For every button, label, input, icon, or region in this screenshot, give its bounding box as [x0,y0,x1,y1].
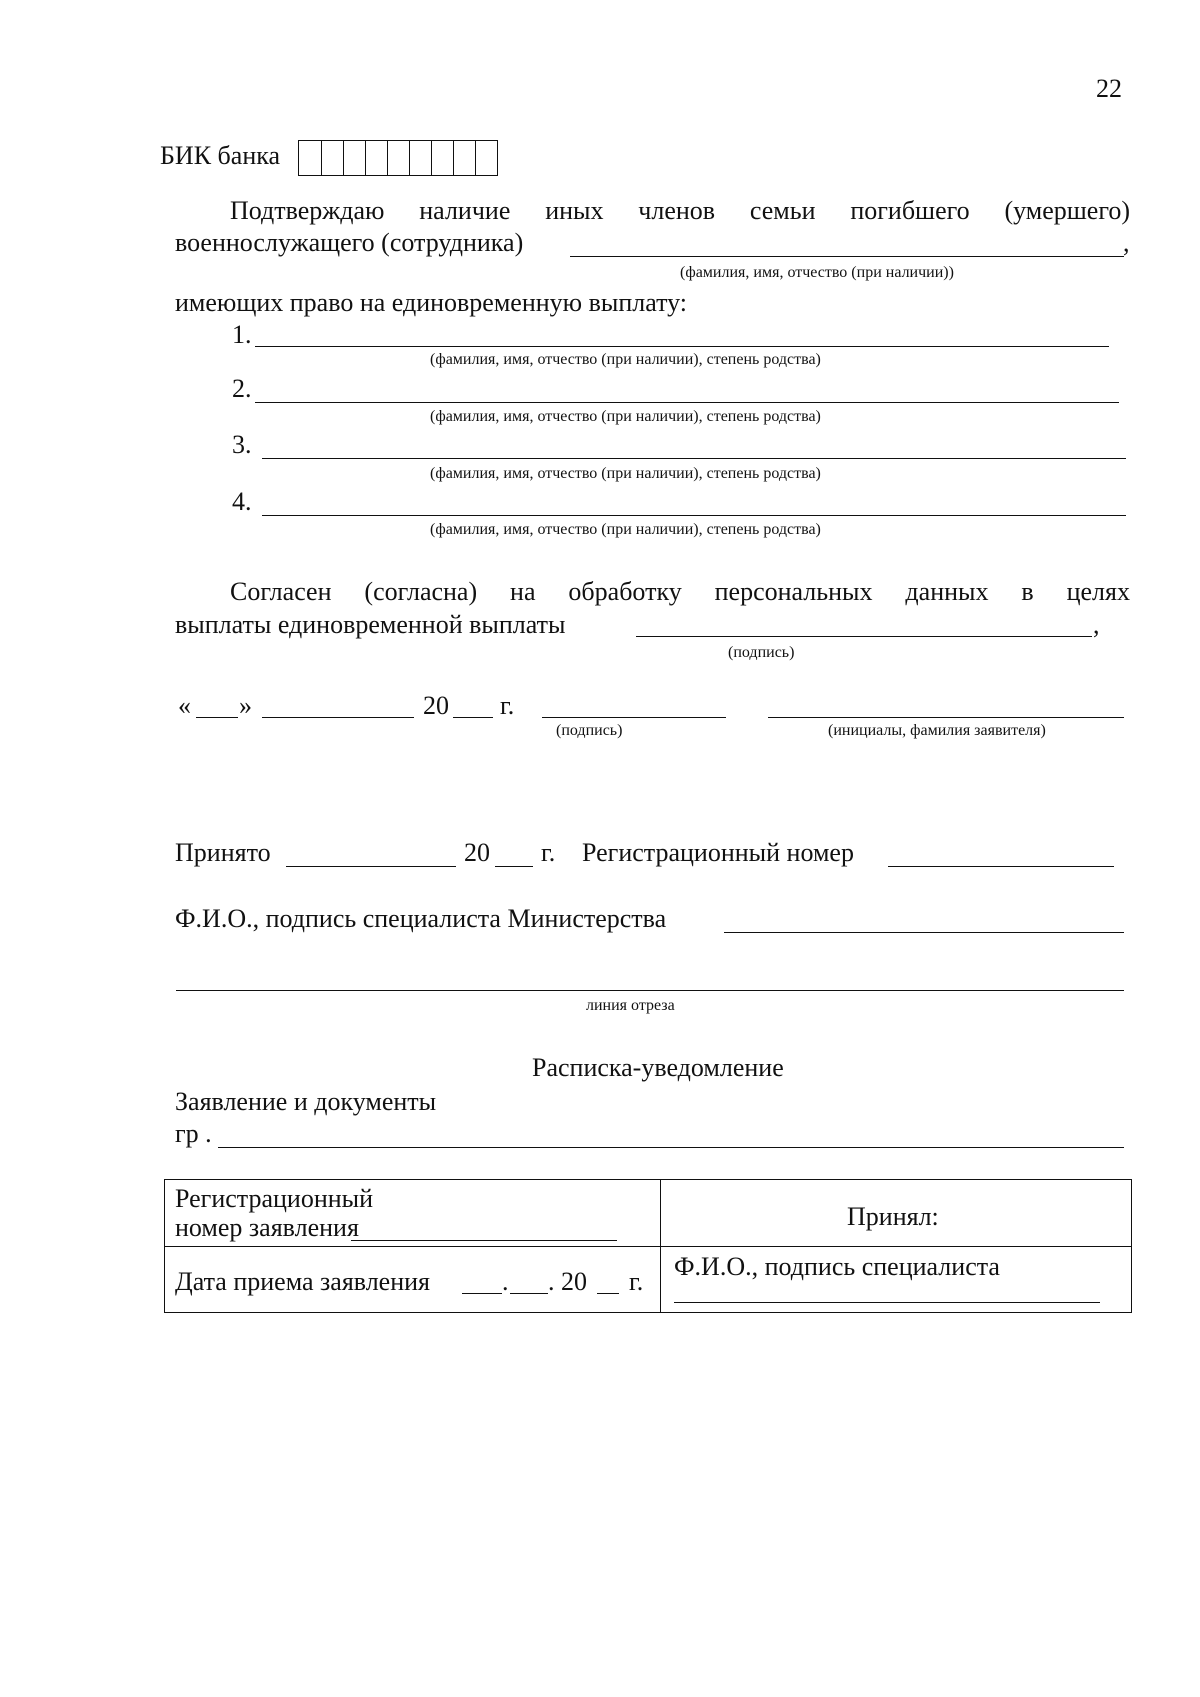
receipt-date-dot: . [502,1267,509,1296]
receipt-date-year-prefix: . 20 [548,1267,587,1296]
family-member-number: 2. [232,374,252,403]
family-member-caption: (фамилия, имя, отчество (при наличии), степень родства) [430,351,821,368]
receipt-citizen-prefix: гр . [175,1119,212,1148]
consent-word: в [1021,577,1034,606]
page-number: 22 [1096,74,1122,103]
receipt-date-label: Дата приема заявления [175,1267,431,1296]
family-member-field[interactable] [255,402,1119,403]
family-member-caption: (фамилия, имя, отчество (при наличии), степень родства) [430,465,821,482]
family-member-number: 1. [232,320,252,349]
date-year-prefix: 20 [423,691,449,720]
deceased-name-caption: (фамилия, имя, отчество (при наличии)) [680,264,954,281]
consent-line2: выплаты единовременной выплаты [175,610,566,639]
confirm-word: (умершего) [1004,196,1130,225]
consent-line1 [230,577,1130,607]
family-member-number: 3. [232,430,252,459]
confirm-word: погибшего [850,196,970,225]
consent-word: целях [1066,577,1130,606]
accepted-year-prefix: 20 [464,838,490,867]
consent-word: Согласен [230,577,332,606]
cut-line-caption: линия отреза [586,997,675,1014]
confirm-word: Подтверждаю [230,196,385,225]
bik-digit-box[interactable] [299,141,321,175]
registration-number-label: Регистрационный номер [582,838,854,867]
confirm-word: наличие [419,196,511,225]
receipt-date-year-field[interactable] [597,1293,619,1294]
receipt-date-month-field[interactable] [510,1293,548,1294]
reg-number-label-line1: Регистрационный [175,1184,374,1213]
deceased-name-field[interactable] [570,256,1124,257]
confirm-word: иных [545,196,604,225]
confirm-line3: имеющих право на единовременную выплату: [175,288,687,317]
receipt-table [164,1179,1132,1313]
confirm-line2-prefix: военнослужащего (сотрудника) [175,228,524,257]
consent-signature-caption: (подпись) [728,644,795,661]
confirm-line2-comma: , [1123,228,1130,257]
confirm-line1 [230,196,1130,226]
specialist-signature-field[interactable] [724,932,1124,933]
family-member-caption: (фамилия, имя, отчество (при наличии), степень родства) [430,408,821,425]
specialist-label: Ф.И.О., подпись специалиста Министерства [175,904,667,933]
accepted-label: Принято [175,838,271,867]
date-open-quote: « [178,691,191,720]
confirm-word: семьи [749,196,816,225]
reg-number-field[interactable] [351,1240,617,1241]
bik-digit-box[interactable] [431,141,453,175]
receipt-documents-label: Заявление и документы [175,1087,437,1116]
family-member-field[interactable] [262,458,1126,459]
family-member-caption: (фамилия, имя, отчество (при наличии), степень родства) [430,521,821,538]
receipt-citizen-field[interactable] [218,1147,1124,1148]
accepted-date-field[interactable] [286,866,456,867]
date-year-field[interactable] [453,717,493,718]
applicant-name-field[interactable] [768,717,1124,718]
registration-number-field[interactable] [888,866,1114,867]
date-month-field[interactable] [262,717,414,718]
reg-number-label-line2: номер заявления [175,1213,359,1242]
bik-digit-box[interactable] [343,141,365,175]
family-member-number: 4. [232,487,252,516]
cut-line [176,990,1124,991]
receipt-date-year-suffix: г. [629,1267,644,1296]
accepted-year-suffix: г. [541,838,556,867]
bik-digit-box[interactable] [453,141,475,175]
receipt-date-day-field[interactable] [462,1293,502,1294]
receipt-title: Расписка-уведомление [532,1053,784,1082]
date-close-quote: » [239,691,252,720]
date-day-field[interactable] [196,717,238,718]
family-member-field[interactable] [255,346,1109,347]
consent-word: персональных [714,577,873,606]
applicant-signature-caption: (подпись) [556,722,623,739]
bik-digit-box[interactable] [387,141,409,175]
receipt-specialist-field[interactable] [674,1302,1100,1303]
bik-digit-box[interactable] [475,141,497,175]
applicant-name-caption: (инициалы, фамилия заявителя) [828,722,1046,739]
family-member-field[interactable] [262,515,1126,516]
bik-digit-box[interactable] [409,141,431,175]
consent-word: (согласна) [364,577,478,606]
receipt-specialist-label: Ф.И.О., подпись специалиста [674,1252,1000,1281]
bik-label: БИК банка [160,141,281,170]
consent-signature-field[interactable] [636,636,1092,637]
applicant-signature-field[interactable] [542,717,726,718]
consent-word: данных [905,577,989,606]
bik-digit-box[interactable] [321,141,343,175]
accepted-year-field[interactable] [495,866,533,867]
confirm-word: членов [638,196,716,225]
date-year-suffix: г. [500,691,515,720]
bik-input-boxes[interactable] [298,140,498,176]
accepted-by-label: Принял: [847,1202,939,1231]
consent-word: на [510,577,536,606]
consent-word: обработку [568,577,682,606]
receipt-table-row-divider [165,1246,1131,1247]
bik-digit-box[interactable] [365,141,387,175]
consent-comma: , [1093,610,1100,639]
